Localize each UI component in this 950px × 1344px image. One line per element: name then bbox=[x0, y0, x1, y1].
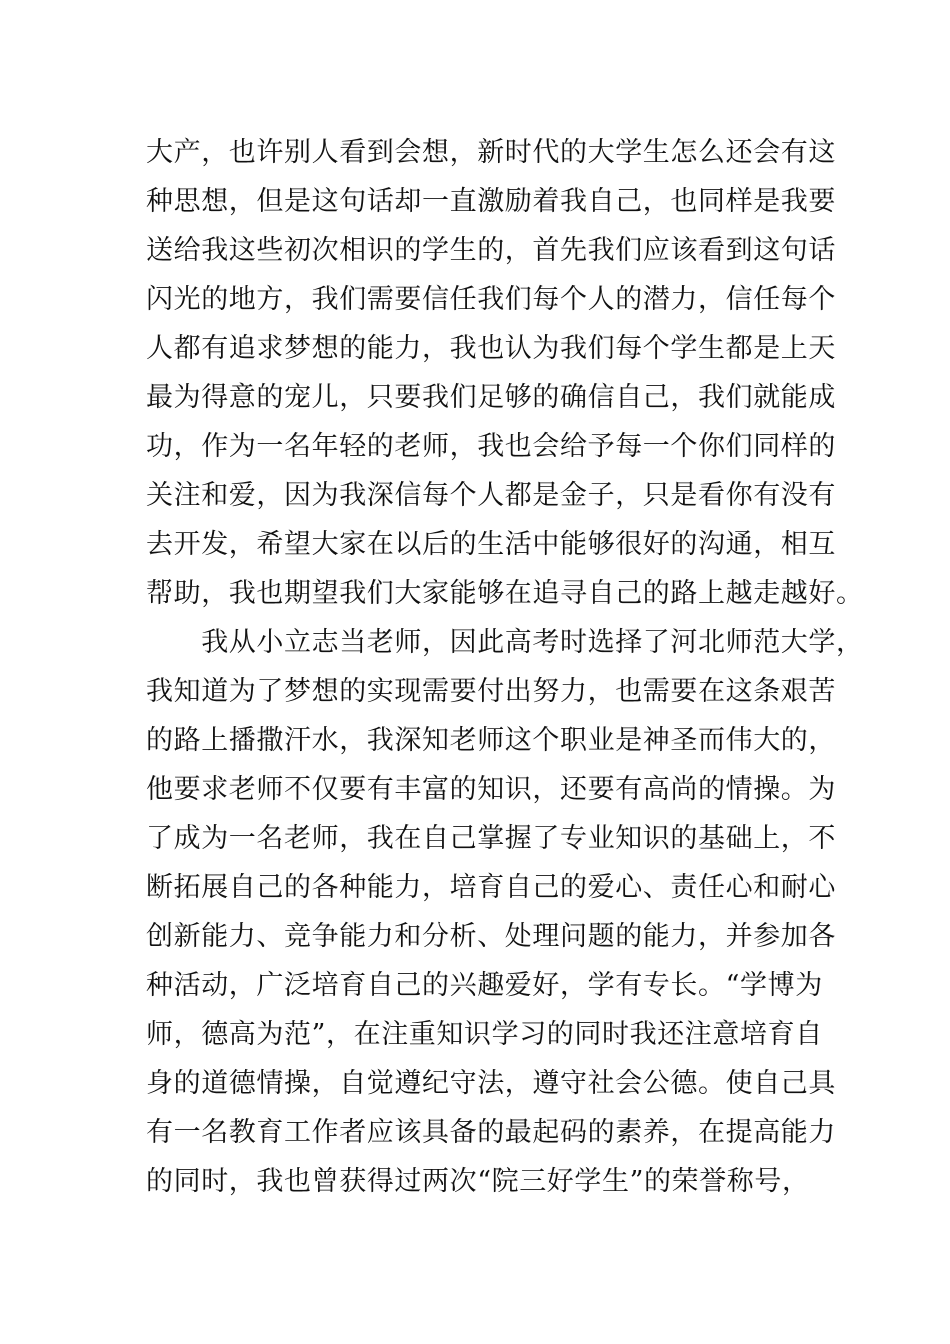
text-line: 人都有追求梦想的能力，我也认为我们每个学生都是上天 bbox=[146, 333, 836, 364]
text-line: 种活动，广泛培育自己的兴趣爱好，学有专长。“学博为 bbox=[146, 970, 823, 1001]
paragraph-1 bbox=[146, 128, 864, 618]
body-text bbox=[146, 128, 864, 1206]
text-line: 有一名教育工作者应该具备的最起码的素养，在提高能力 bbox=[146, 1117, 836, 1148]
text-line: 的路上播撒汗水，我深知老师这个职业是神圣而伟大的， bbox=[146, 725, 836, 756]
text-line: 关注和爱，因为我深信每个人都是金子，只是看你有没有 bbox=[146, 480, 836, 511]
text-line: 我从小立志当老师，因此高考时选择了河北师范大学， bbox=[146, 627, 864, 658]
text-line: 大产，也许别人看到会想，新时代的大学生怎么还会有这 bbox=[146, 137, 836, 168]
text-line: 他要求老师不仅要有丰富的知识，还要有高尚的情操。为 bbox=[146, 774, 836, 805]
text-line: 的同时，我也曾获得过两次“院三好学生”的荣誉称号， bbox=[146, 1166, 810, 1197]
paragraph-2 bbox=[146, 618, 864, 1206]
text-line: 我知道为了梦想的实现需要付出努力，也需要在这条艰苦 bbox=[146, 676, 836, 707]
text-line: 功，作为一名年轻的老师，我也会给予每一个你们同样的 bbox=[146, 431, 836, 462]
text-line: 最为得意的宠儿，只要我们足够的确信自己，我们就能成 bbox=[146, 382, 836, 413]
text-line: 去开发，希望大家在以后的生活中能够很好的沟通，相互 bbox=[146, 529, 836, 560]
text-line: 身的道德情操，自觉遵纪守法，遵守社会公德。使自己具 bbox=[146, 1068, 836, 1099]
text-line: 断拓展自己的各种能力，培育自己的爱心、责任心和耐心 bbox=[146, 872, 836, 903]
text-line: 师，德高为范”，在注重知识学习的同时我还注意培育自 bbox=[146, 1019, 823, 1050]
text-line: 帮助，我也期望我们大家能够在追寻自己的路上越走越好。 bbox=[146, 578, 864, 609]
text-line: 创新能力、竞争能力和分析、处理问题的能力，并参加各 bbox=[146, 921, 836, 952]
text-line: 闪光的地方，我们需要信任我们每个人的潜力，信任每个 bbox=[146, 284, 836, 315]
text-line: 送给我这些初次相识的学生的，首先我们应该看到这句话 bbox=[146, 235, 836, 266]
text-line: 了成为一名老师，我在自己掌握了专业知识的基础上，不 bbox=[146, 823, 836, 854]
text-line: 种思想，但是这句话却一直激励着我自己，也同样是我要 bbox=[146, 186, 836, 217]
